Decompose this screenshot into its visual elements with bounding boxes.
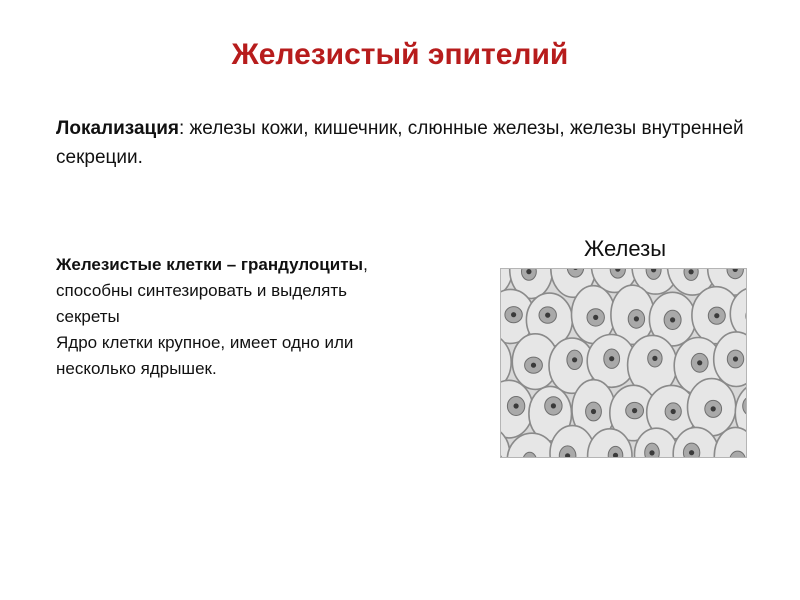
cell-nucleolus — [572, 357, 577, 362]
cell-nucleolus — [649, 450, 654, 455]
cells-line-1 — [56, 252, 476, 278]
localization-text: : железы кожи, кишечник, слюнные железы, железы внутренней секреции. — [56, 118, 744, 168]
cell-nucleolus — [551, 403, 556, 408]
cell-nucleolus — [526, 269, 531, 274]
cell-nucleolus — [632, 408, 637, 413]
cell-nucleolus — [591, 409, 596, 414]
localization-paragraph — [56, 114, 756, 172]
cell-nucleolus — [531, 363, 536, 368]
slide-title: Железистый эпителий — [231, 38, 569, 71]
cell-nucleolus — [689, 269, 694, 274]
glandular-cells-paragraph — [56, 252, 476, 382]
cell-nucleolus — [652, 356, 657, 361]
cells-drawing — [501, 269, 746, 457]
cell-nucleolus — [511, 312, 516, 317]
cell-nucleolus — [733, 356, 738, 361]
cell-nucleolus — [634, 316, 639, 321]
cell-nucleolus — [697, 360, 702, 365]
cells-line-2: способны синтезировать и выделять — [56, 281, 347, 300]
cells-bold-term: Железистые клетки – грандулоциты — [56, 255, 364, 274]
cells-line-4: Ядро клетки крупное, имеет одно или — [56, 333, 354, 352]
cell-nucleolus — [609, 356, 614, 361]
cells-line-3: секреты — [56, 307, 120, 326]
cells-comma: , — [363, 255, 368, 274]
cell-nucleolus — [671, 409, 676, 414]
cell-nucleolus — [514, 403, 519, 408]
figure-caption: Железы — [583, 236, 667, 261]
localization-label: Локализация — [56, 118, 179, 139]
cells-line-5: несколько ядрышек. — [56, 359, 217, 378]
cell-nucleolus — [545, 313, 550, 318]
cell-nucleolus — [689, 450, 694, 455]
cell-nucleolus — [714, 313, 719, 318]
cell-nucleolus — [593, 315, 598, 320]
cell-nucleolus — [670, 317, 675, 322]
glandular-epithelium-micrograph — [500, 268, 747, 458]
cell-nucleolus — [711, 406, 716, 411]
